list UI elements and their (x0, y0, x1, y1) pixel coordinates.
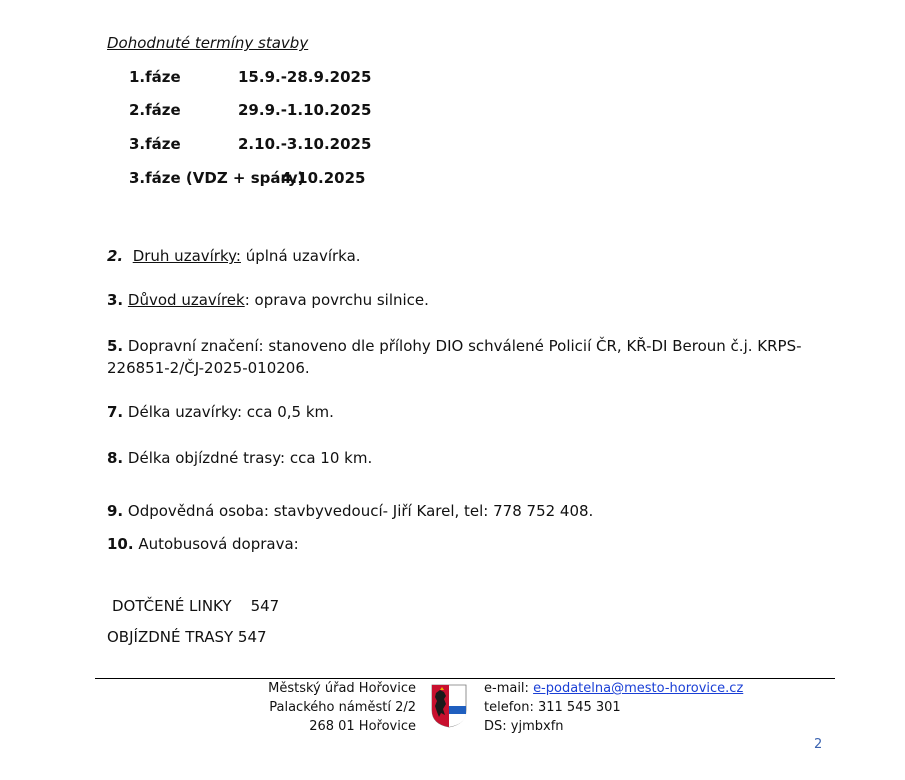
affected-lines: DOTČENÉ LINKY 547 (112, 597, 280, 615)
item-traffic-signs-ref: 226851-2/ČJ-2025-010206. (107, 359, 310, 377)
footer-street: Palackého náměstí 2/2 (269, 700, 416, 715)
phase-name: 1.fáze (129, 68, 181, 86)
footer-city: 268 01 Hořovice (309, 719, 416, 734)
footer-ds: DS: yjmbxfn (484, 719, 564, 734)
phase-dates: 29.9.-1.10.2025 (238, 101, 372, 119)
item-detour-length: 8. Délka objízdné trasy: cca 10 km. (107, 449, 373, 467)
footer-divider (95, 678, 835, 679)
item-bus-transport: 10. Autobusová doprava: (107, 535, 299, 553)
phase-dates: 15.9.-28.9.2025 (238, 68, 372, 86)
item-traffic-signs: 5. Dopravní značení: stanoveno dle přílohy DIO schválené Policií ČR, KŘ-DI Beroun č.j. KRPS- (107, 337, 802, 355)
item-responsible-person: 9. Odpovědná osoba: stavbyvedoucí- Jiří Karel, tel: 778 752 408. (107, 502, 594, 520)
email-link[interactable]: e-podatelna@mesto-horovice.cz (533, 681, 744, 696)
footer-email: e-mail: e-podatelna@mesto-horovice.cz (484, 681, 744, 696)
phase-dates: 2.10.-3.10.2025 (238, 135, 372, 153)
item-closure-length: 7. Délka uzavírky: cca 0,5 km. (107, 403, 334, 421)
item-closure-reason: 3. Důvod uzavírek: oprava povrchu silnice. (107, 291, 429, 309)
detour-routes: OBJÍZDNÉ TRASY 547 (107, 628, 267, 646)
footer-phone: telefon: 311 545 301 (484, 700, 621, 715)
phase-dates: 4.10.2025 (281, 169, 366, 187)
coat-of-arms-icon (431, 684, 467, 728)
phase-name: 2.fáze (129, 101, 181, 119)
item-closure-type: 2. Druh uzavírky: úplná uzavírka. (107, 247, 361, 265)
footer-office: Městský úřad Hořovice (268, 681, 416, 696)
phase-name: 3.fáze (VDZ + spáry) (129, 169, 305, 187)
page-number: 2 (814, 737, 823, 752)
phase-name: 3.fáze (129, 135, 181, 153)
section-heading: Dohodnuté termíny stavby (107, 34, 309, 52)
